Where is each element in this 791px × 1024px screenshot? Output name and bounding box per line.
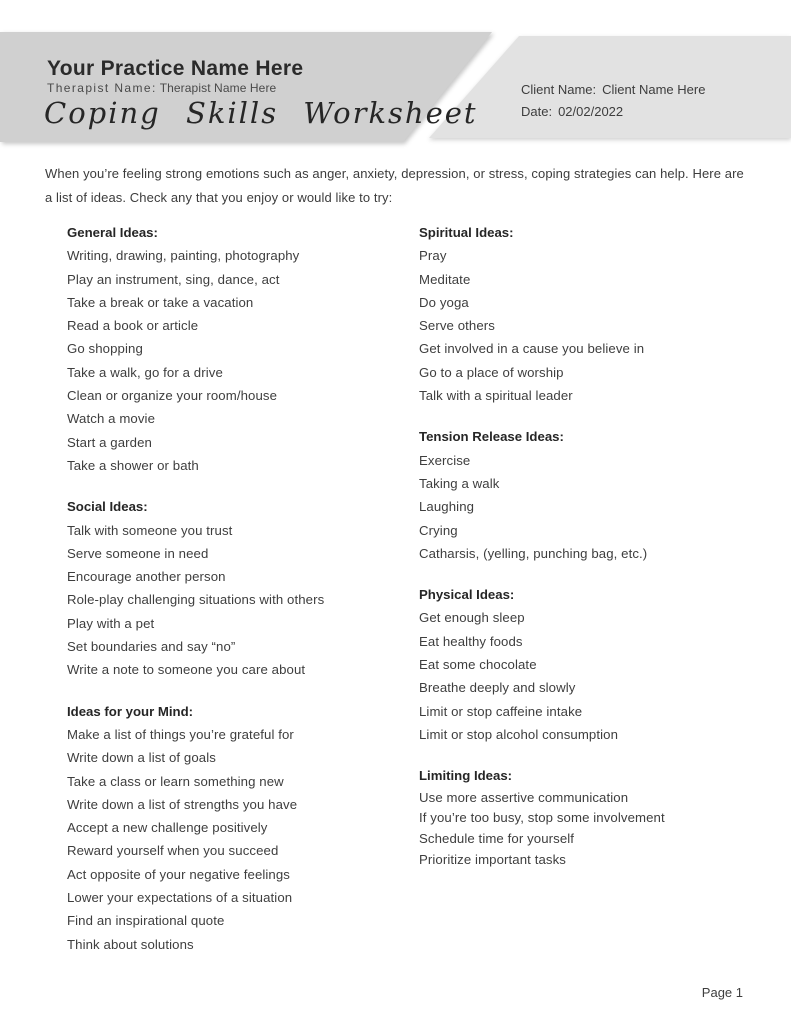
idea-item: Play an instrument, sing, dance, act <box>67 271 280 287</box>
idea-item: Find an inspirational quote <box>67 913 225 929</box>
client-name-label: Client Name: <box>521 82 597 97</box>
therapist-name-value: Therapist Name Here <box>159 81 277 95</box>
idea-item: Go shopping <box>67 341 143 357</box>
idea-item: Exercise <box>419 452 471 468</box>
idea-item: Limit or stop alcohol consumption <box>419 726 619 742</box>
idea-item: Catharsis, (yelling, punching bag, etc.) <box>419 545 648 561</box>
idea-item: Use more assertive communication <box>419 789 629 805</box>
idea-item: Think about solutions <box>67 936 194 952</box>
idea-item: Schedule time for yourself <box>419 831 575 847</box>
client-name-line <box>521 79 705 101</box>
idea-section <box>67 221 402 477</box>
idea-item: Crying <box>419 522 458 538</box>
idea-section <box>67 700 402 956</box>
client-info-block <box>521 79 705 122</box>
idea-item: Serve others <box>419 318 495 334</box>
idea-item: Eat healthy foods <box>419 633 523 649</box>
idea-item: Pray <box>419 248 447 264</box>
idea-item: Reward yourself when you succeed <box>67 843 279 859</box>
idea-section <box>67 495 402 681</box>
idea-item: Taking a walk <box>419 475 500 491</box>
idea-item: Write down a list of strengths you have <box>67 796 298 812</box>
section-heading: Tension Release Ideas: <box>419 429 564 445</box>
idea-item: Role-play challenging situations with others <box>67 592 325 608</box>
idea-item: Accept a new challenge positively <box>67 820 268 836</box>
idea-item: Take a shower or bath <box>67 457 199 473</box>
idea-item: Laughing <box>419 499 475 515</box>
idea-item: Make a list of things you’re grateful for <box>67 726 294 742</box>
idea-item: Get involved in a cause you believe in <box>419 341 645 357</box>
idea-item: Take a break or take a vacation <box>67 294 254 310</box>
date-label: Date: <box>521 103 553 119</box>
worksheet-title: Coping Skills Worksheet <box>44 96 478 130</box>
idea-item: Eat some chocolate <box>419 657 537 673</box>
idea-item: Clean or organize your room/house <box>67 388 278 404</box>
section-heading: Spiritual Ideas: <box>419 225 514 240</box>
section-heading: Limiting Ideas: <box>419 768 513 784</box>
intro-text: When you’re feeling strong emotions such as anger, anxiety, depression, or stress, coping strategies can help. Here are a list of ideas. Check any that you enjoy or would like to try: <box>45 166 744 205</box>
idea-item: Start a garden <box>67 434 152 450</box>
section-heading: Ideas for your Mind: <box>67 703 194 719</box>
idea-item: If you’re too busy, stop some involvement <box>419 810 665 826</box>
idea-section <box>419 425 774 565</box>
idea-item: Talk with a spiritual leader <box>419 388 573 404</box>
idea-item: Lower your expectations of a situation <box>67 890 293 906</box>
idea-item: Take a walk, go for a drive <box>67 364 223 380</box>
section-heading: Physical Ideas: <box>419 587 515 603</box>
idea-section <box>419 764 774 870</box>
idea-item: Talk with someone you trust <box>67 522 233 538</box>
idea-item: Set boundaries and say “no” <box>67 639 236 655</box>
idea-item: Act opposite of your negative feelings <box>67 866 290 882</box>
idea-item: Breathe deeply and slowly <box>419 680 576 696</box>
idea-item: Do yoga <box>419 294 469 310</box>
idea-item: Prioritize important tasks <box>419 851 566 867</box>
idea-section <box>419 221 774 407</box>
idea-item: Write down a list of goals <box>67 750 216 766</box>
idea-item: Get enough sleep <box>419 610 525 626</box>
idea-item: Watch a movie <box>67 411 156 427</box>
idea-section <box>419 583 774 746</box>
therapist-name-label: Therapist Name: <box>47 81 157 95</box>
column-left <box>67 221 402 974</box>
page-number: Page 1 <box>701 985 743 1000</box>
column-right <box>419 221 774 889</box>
idea-item: Writing, drawing, painting, photography <box>67 248 300 264</box>
idea-item: Go to a place of worship <box>419 364 564 380</box>
section-heading: General Ideas: <box>67 225 158 240</box>
date-value: 02/02/2022 <box>558 103 624 119</box>
client-name-value: Client Name Here <box>602 82 706 97</box>
idea-item: Limit or stop caffeine intake <box>419 703 583 719</box>
idea-item: Serve someone in need <box>67 545 209 561</box>
idea-item: Read a book or article <box>67 318 199 334</box>
practice-name: Your Practice Name Here <box>47 57 304 80</box>
idea-item: Play with a pet <box>67 615 155 631</box>
idea-item: Encourage another person <box>67 569 226 585</box>
idea-item: Write a note to someone you care about <box>67 662 306 678</box>
idea-item: Meditate <box>419 271 471 287</box>
date-line <box>521 101 705 123</box>
idea-item: Take a class or learn something new <box>67 773 284 789</box>
section-heading: Social Ideas: <box>67 499 148 515</box>
